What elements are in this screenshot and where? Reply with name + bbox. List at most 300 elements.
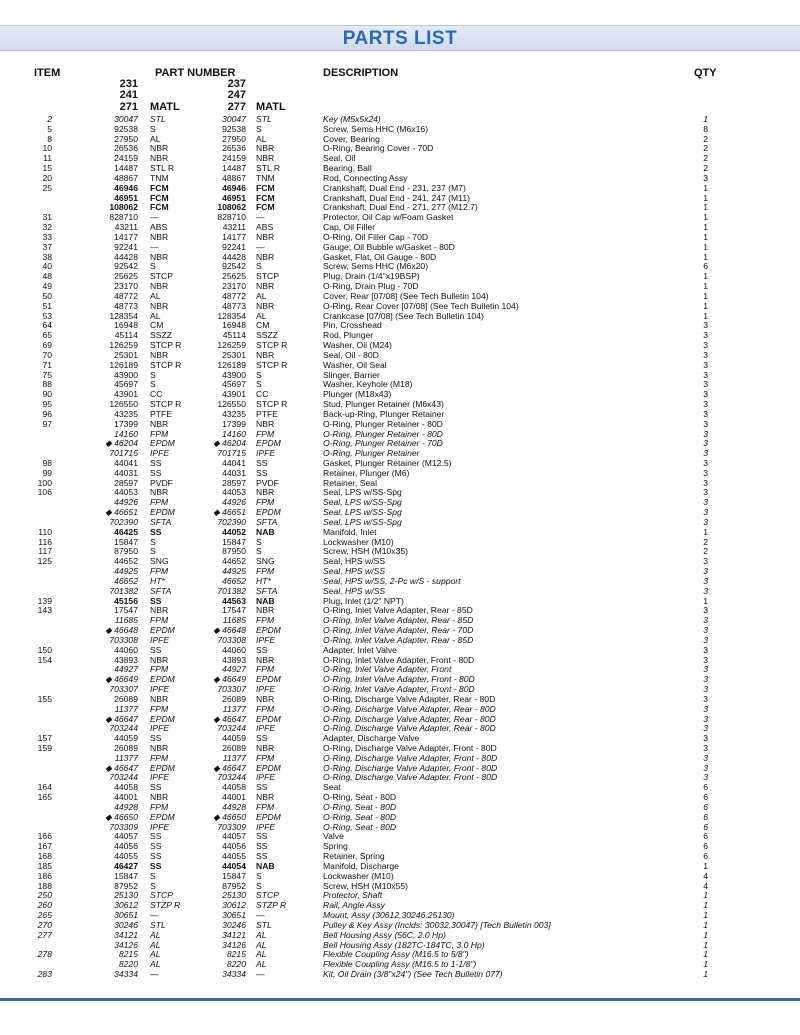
part-number: 44054 bbox=[222, 860, 246, 871]
item-number: 265 bbox=[37, 910, 52, 921]
part-number: 48867 bbox=[222, 172, 246, 183]
part-number: 11685 bbox=[114, 615, 138, 626]
quantity: 2 bbox=[703, 153, 708, 164]
part-number: 128354 bbox=[109, 310, 138, 321]
description: O-Ring, Discharge Valve Adapter, Front - 80D bbox=[323, 743, 497, 753]
item-number: 75 bbox=[42, 369, 52, 380]
description: Back-up-Ring, Plunger Retainer bbox=[323, 408, 445, 419]
part-number: 45114 bbox=[114, 330, 138, 341]
quantity: 3 bbox=[703, 428, 708, 439]
part-number: 26536 bbox=[222, 143, 246, 154]
quantity: 3 bbox=[703, 438, 708, 449]
description: Rod, Plunger bbox=[323, 330, 374, 341]
part-number: 30651 bbox=[222, 910, 246, 921]
material: STL bbox=[150, 919, 166, 930]
material: STCP bbox=[150, 890, 173, 901]
description: Rail, Angle Assy bbox=[323, 900, 385, 911]
material: STL bbox=[150, 114, 166, 124]
material: — bbox=[150, 241, 159, 252]
part-number: 126550 bbox=[109, 399, 138, 410]
quantity: 1 bbox=[703, 182, 708, 193]
material: HT* bbox=[150, 575, 165, 586]
description: Plug, Inlet (1/2" NPT) bbox=[323, 595, 404, 606]
material: STCP R bbox=[150, 399, 182, 410]
description: O-Ring, Seat - 80D bbox=[323, 792, 397, 803]
quantity: 3 bbox=[703, 369, 708, 380]
item-number: 15 bbox=[42, 163, 52, 174]
part-number: 108062 bbox=[217, 202, 246, 213]
part-number: 45156 bbox=[114, 595, 138, 606]
material: PVDF bbox=[256, 477, 279, 488]
description: O-Ring, Discharge Valve Adapter, Front - 80D bbox=[323, 762, 498, 773]
description: Bearing, Ball bbox=[323, 163, 372, 174]
material: — bbox=[256, 212, 265, 223]
description: Plunger (M18x43) bbox=[323, 389, 392, 400]
material: STZP R bbox=[150, 900, 181, 911]
quantity: 6 bbox=[703, 811, 708, 822]
material: SS bbox=[256, 782, 268, 793]
description: Flexible Coupling Assy (M16.5 to 1-1/8") bbox=[323, 959, 477, 970]
part-number: 43901 bbox=[114, 389, 138, 400]
quantity: 3 bbox=[703, 752, 708, 763]
part-number: 44041 bbox=[222, 457, 246, 468]
description: O-Ring, Inlet Valve Adapter, Rear - 85D bbox=[323, 634, 474, 645]
item-number: 100 bbox=[37, 477, 52, 488]
header-description: DESCRIPTION bbox=[323, 67, 399, 79]
material: ABS bbox=[256, 222, 274, 233]
material: AL bbox=[150, 133, 161, 144]
part-number: 92241 bbox=[114, 241, 138, 252]
item-number: 90 bbox=[42, 389, 52, 400]
description: Lockwasher (M10) bbox=[323, 870, 394, 881]
page-title: PARTS LIST bbox=[342, 28, 458, 49]
quantity: 1 bbox=[703, 300, 708, 311]
material: — bbox=[256, 241, 265, 252]
part-number: 24159 bbox=[114, 153, 138, 164]
quantity: 3 bbox=[703, 320, 708, 331]
description: Bell Housing Assy (56C, 2.0 Hp) bbox=[323, 929, 446, 940]
material: IPFE bbox=[256, 821, 276, 832]
quantity: 3 bbox=[703, 516, 708, 527]
quantity: 1 bbox=[703, 919, 708, 930]
description: Seal, Oil bbox=[323, 153, 356, 164]
material: SFTA bbox=[150, 516, 172, 527]
description: Flexible Coupling Assy (M16.5 to 5/8") bbox=[323, 949, 469, 960]
part-number: 25625 bbox=[114, 271, 138, 282]
item-number: 71 bbox=[42, 359, 52, 370]
quantity: 1 bbox=[703, 212, 708, 223]
part-number: 701382 bbox=[109, 585, 138, 596]
header-matl: MATL bbox=[150, 101, 180, 113]
part-number: 44001 bbox=[222, 792, 246, 803]
part-number: 23170 bbox=[222, 281, 246, 292]
part-number: 44927 bbox=[222, 664, 246, 675]
part-number: 703308 bbox=[217, 634, 246, 645]
part-number: 108062 bbox=[109, 202, 138, 213]
quantity: 3 bbox=[703, 172, 708, 183]
material: AL bbox=[150, 310, 161, 321]
description: Crankshaft, Dual End - 241, 247 (M11) bbox=[323, 192, 470, 203]
item-number: 40 bbox=[42, 261, 52, 272]
item-number: 278 bbox=[37, 949, 52, 960]
part-number: 44060 bbox=[222, 644, 246, 655]
material: NBR bbox=[256, 792, 275, 803]
part-number: 703244 bbox=[109, 723, 138, 734]
material: FPM bbox=[256, 703, 275, 714]
description: Spring bbox=[323, 841, 348, 852]
part-number: 8215 bbox=[226, 949, 246, 960]
material: IPFE bbox=[150, 634, 170, 645]
part-number: 46425 bbox=[114, 526, 138, 537]
part-number: 25130 bbox=[222, 890, 246, 901]
description: Seal, LPS w/SS-Spg bbox=[323, 516, 402, 527]
part-number: 14487 bbox=[222, 163, 246, 174]
quantity: 2 bbox=[703, 536, 708, 547]
quantity: 3 bbox=[703, 340, 708, 351]
material: S bbox=[256, 870, 262, 881]
bottom-rule bbox=[0, 998, 800, 1001]
item-number: 5 bbox=[47, 123, 52, 134]
material: FPM bbox=[256, 497, 275, 508]
material: NBR bbox=[150, 143, 169, 154]
material: S bbox=[256, 261, 262, 272]
item-number: 283 bbox=[37, 969, 52, 980]
part-number: 34121 bbox=[114, 929, 138, 940]
material: EPDM bbox=[150, 674, 175, 685]
quantity: 3 bbox=[703, 399, 708, 410]
material: — bbox=[256, 910, 265, 921]
item-number: 37 bbox=[42, 241, 52, 252]
part-number: 92542 bbox=[114, 261, 138, 272]
description: O-Ring, Discharge Valve Adapter, Front - 80D bbox=[323, 772, 498, 783]
quantity: 6 bbox=[703, 831, 708, 842]
quantity: 6 bbox=[703, 821, 708, 832]
quantity: 1 bbox=[703, 949, 708, 960]
part-number: 34126 bbox=[114, 939, 138, 950]
material: STL bbox=[256, 919, 272, 930]
description: O-Ring, Inlet Valve Adapter, Rear - 85D bbox=[323, 605, 473, 616]
quantity: 3 bbox=[703, 418, 708, 429]
material: IPFE bbox=[150, 772, 170, 783]
part-number: 44926 bbox=[114, 497, 138, 508]
material: NAB bbox=[256, 860, 275, 871]
part-number: 87952 bbox=[222, 880, 246, 891]
material: SS bbox=[256, 841, 268, 852]
part-number: 44925 bbox=[114, 566, 138, 577]
part-number: 17547 bbox=[114, 605, 138, 616]
quantity: 1 bbox=[703, 271, 708, 282]
description: Seal, LPS w/SS-Spg bbox=[323, 487, 402, 498]
item-number: 48 bbox=[42, 271, 52, 282]
part-number: 30612 bbox=[222, 900, 246, 911]
description: O-Ring, Inlet Valve Adapter, Front - 80D bbox=[323, 684, 475, 695]
part-number: 8220 bbox=[226, 959, 246, 970]
part-number: 828710 bbox=[109, 212, 138, 223]
material: SS bbox=[150, 595, 162, 606]
quantity: 3 bbox=[703, 359, 708, 370]
part-number: 43211 bbox=[222, 222, 246, 233]
quantity: 3 bbox=[703, 664, 708, 675]
quantity: 3 bbox=[703, 457, 708, 468]
part-number: 26089 bbox=[222, 693, 246, 704]
item-number: 11 bbox=[43, 153, 52, 164]
quantity: 1 bbox=[703, 202, 708, 213]
material: HT* bbox=[256, 575, 271, 586]
material: FCM bbox=[150, 192, 169, 203]
part-number: 28597 bbox=[222, 477, 246, 488]
material: S bbox=[150, 379, 156, 390]
model-number: 237 bbox=[227, 78, 246, 90]
material: NBR bbox=[150, 487, 169, 498]
material: FPM bbox=[150, 615, 169, 626]
material: NBR bbox=[256, 487, 275, 498]
description: O-Ring, Seat - 80D bbox=[323, 801, 397, 812]
material: EPDM bbox=[150, 811, 175, 822]
part-number: 11685 bbox=[222, 615, 246, 626]
description: Retainer, Spring bbox=[323, 851, 385, 862]
part-number: 44055 bbox=[114, 851, 138, 862]
quantity: 3 bbox=[703, 644, 708, 655]
material: STCP bbox=[256, 271, 279, 282]
material: SNG bbox=[256, 556, 275, 567]
material: CM bbox=[256, 320, 270, 331]
material: FPM bbox=[150, 801, 169, 812]
material: AL bbox=[256, 929, 267, 940]
material: SS bbox=[150, 831, 162, 842]
material: NBR bbox=[256, 153, 275, 164]
material: TNM bbox=[150, 172, 169, 183]
material: EPDM bbox=[256, 811, 281, 822]
material: NBR bbox=[256, 743, 275, 753]
material: — bbox=[256, 969, 265, 980]
description: O-Ring, Seat - 80D bbox=[323, 821, 397, 832]
description: O-Ring, Rear Cover [07/08] (See Tech Bulletin 104) bbox=[323, 300, 519, 311]
part-number: 34126 bbox=[222, 939, 246, 950]
quantity: 3 bbox=[703, 487, 708, 498]
material: S bbox=[150, 261, 156, 272]
material: S bbox=[150, 536, 156, 547]
material: AL bbox=[150, 949, 161, 960]
description: O-Ring, Discharge Valve Adapter, Rear - 80D bbox=[323, 693, 496, 704]
part-number: 126259 bbox=[217, 340, 246, 351]
material: NBR bbox=[150, 153, 169, 164]
description: Screw, Sems HHC (M6x20) bbox=[323, 261, 429, 272]
part-number: ◆ 46651 bbox=[213, 507, 246, 518]
description: Gauge, Oil Bubble w/Gasket - 80D bbox=[323, 241, 455, 252]
material: STL bbox=[256, 114, 272, 124]
material: AL bbox=[256, 310, 267, 321]
material: STCP R bbox=[256, 359, 288, 370]
quantity: 1 bbox=[703, 281, 708, 292]
part-number: 703244 bbox=[109, 772, 138, 783]
material: S bbox=[150, 369, 156, 380]
part-number: 26089 bbox=[114, 743, 138, 753]
material: PTFE bbox=[256, 408, 278, 419]
material: IPFE bbox=[256, 772, 276, 783]
part-number: 828710 bbox=[217, 212, 246, 223]
quantity: 1 bbox=[703, 939, 708, 950]
description: Screw, HSH (M10x55) bbox=[323, 880, 409, 891]
description: O-Ring, Bearing Cover - 70D bbox=[323, 143, 434, 154]
part-number: 45697 bbox=[222, 379, 246, 390]
part-number: 28597 bbox=[114, 477, 138, 488]
material: EPDM bbox=[150, 713, 175, 724]
part-number: 44928 bbox=[222, 801, 246, 812]
part-number: 30651 bbox=[114, 910, 138, 921]
description: Washer, Oil Seal bbox=[323, 359, 387, 370]
material: NBR bbox=[150, 251, 169, 262]
description: Screw, HSH (M10x35) bbox=[323, 546, 409, 557]
item-number: 277 bbox=[37, 929, 52, 940]
item-number: 188 bbox=[37, 880, 52, 891]
material: SFTA bbox=[150, 585, 172, 596]
material: NBR bbox=[150, 418, 169, 429]
item-number: 139 bbox=[37, 595, 52, 606]
description: Cover, Rear [07/08] (See Tech Bulletin 104) bbox=[323, 290, 489, 301]
description: Seal, HPS w/SS bbox=[323, 556, 386, 567]
material: NBR bbox=[256, 349, 275, 360]
part-number: 43235 bbox=[222, 408, 246, 419]
part-number: 26536 bbox=[114, 143, 138, 154]
part-number: 17399 bbox=[222, 418, 246, 429]
description: Pin, Crosshead bbox=[323, 320, 382, 331]
part-number: 8220 bbox=[118, 959, 138, 970]
part-number: 34334 bbox=[222, 969, 246, 980]
description: Stud, Plunger Retainer (M6x43) bbox=[323, 399, 444, 410]
item-number: 116 bbox=[38, 536, 52, 547]
material: SSZZ bbox=[150, 330, 172, 341]
item-number: 185 bbox=[37, 860, 52, 871]
part-number: 30612 bbox=[114, 900, 138, 911]
model-number: 241 bbox=[119, 89, 138, 101]
part-number: 44428 bbox=[114, 251, 138, 262]
quantity: 1 bbox=[703, 222, 708, 233]
material: SFTA bbox=[256, 585, 278, 596]
material: AL bbox=[256, 949, 267, 960]
material: SS bbox=[256, 831, 268, 842]
material: PVDF bbox=[150, 477, 173, 488]
quantity: 2 bbox=[703, 546, 708, 557]
part-number: 25301 bbox=[222, 349, 246, 360]
material: SSZZ bbox=[256, 330, 278, 341]
description: Pulley & Key Assy (Inclds: 30032,30047) [Tech Bulletin 003] bbox=[323, 919, 551, 930]
material: IPFE bbox=[256, 684, 276, 695]
material: NBR bbox=[150, 231, 169, 242]
title-banner bbox=[0, 25, 800, 51]
description: Adapter, Discharge Valve bbox=[323, 733, 420, 744]
quantity: 1 bbox=[703, 969, 708, 980]
part-number: 44060 bbox=[114, 644, 138, 655]
item-number: 166 bbox=[37, 831, 52, 842]
quantity: 3 bbox=[703, 379, 708, 390]
part-number: 25625 bbox=[222, 271, 246, 282]
material: SS bbox=[150, 733, 162, 744]
material: IPFE bbox=[150, 448, 170, 459]
description: O-Ring, Inlet Valve Adapter, Rear - 70D bbox=[323, 625, 474, 636]
item-number: 88 bbox=[42, 379, 52, 390]
header-part-number: PART NUMBER bbox=[155, 67, 236, 79]
description: Crankcase [07/08] (See Tech Bulletin 104) bbox=[323, 310, 484, 321]
description: Cover, Bearing bbox=[323, 133, 380, 144]
part-number: ◆ 46650 bbox=[213, 811, 246, 822]
item-number: 98 bbox=[42, 457, 52, 468]
material: FPM bbox=[150, 752, 169, 763]
material: SS bbox=[150, 644, 162, 655]
description: Seal, HPS w/SS bbox=[323, 566, 386, 577]
item-number: 106 bbox=[37, 487, 52, 498]
item-number: 8 bbox=[47, 133, 52, 144]
material: SS bbox=[150, 782, 162, 793]
item-number: 96 bbox=[42, 408, 52, 419]
description: O-Ring, Seat - 80D bbox=[323, 811, 397, 822]
material: AL bbox=[256, 290, 267, 301]
material: FPM bbox=[150, 497, 169, 508]
description: Bell Housing Assy (182TC-184TC, 3.0 Hp) bbox=[323, 939, 485, 950]
material: SS bbox=[150, 457, 162, 468]
item-number: 165 bbox=[37, 792, 52, 803]
material: STCP R bbox=[256, 399, 288, 410]
material: IPFE bbox=[150, 821, 170, 832]
material: S bbox=[150, 870, 156, 881]
part-number: ◆ 46647 bbox=[105, 713, 138, 724]
part-number: 24159 bbox=[222, 153, 246, 164]
material: STCP bbox=[150, 271, 173, 282]
material: FPM bbox=[256, 801, 275, 812]
part-number: 702390 bbox=[217, 516, 246, 527]
part-number: 48772 bbox=[222, 290, 246, 301]
part-number: 30246 bbox=[114, 919, 138, 930]
item-number: 2 bbox=[47, 114, 52, 124]
item-number: 70 bbox=[42, 349, 52, 360]
material: NBR bbox=[150, 743, 169, 753]
material: S bbox=[256, 379, 262, 390]
part-number: 44041 bbox=[114, 457, 138, 468]
part-number: 87950 bbox=[222, 546, 246, 557]
item-number: 250 bbox=[37, 890, 52, 901]
item-number: 95 bbox=[42, 399, 52, 410]
item-number: 32 bbox=[42, 222, 52, 233]
part-number: 45697 bbox=[114, 379, 138, 390]
description: Seal, Oil - 80D bbox=[323, 349, 379, 360]
part-number: 44926 bbox=[222, 497, 246, 508]
part-number: 30047 bbox=[114, 114, 138, 124]
material: NBR bbox=[256, 693, 275, 704]
material: NAB bbox=[256, 526, 275, 537]
description: Seal, HPS w/SS bbox=[323, 585, 386, 596]
part-number: 44052 bbox=[222, 526, 246, 537]
item-number: 270 bbox=[37, 919, 52, 930]
table-row bbox=[0, 970, 800, 980]
item-number: 154 bbox=[37, 654, 52, 665]
description: O-Ring, Discharge Valve Adapter, Rear - 80D bbox=[323, 703, 496, 714]
material: STCP R bbox=[150, 359, 182, 370]
quantity: 1 bbox=[703, 231, 708, 242]
part-number: 44055 bbox=[222, 851, 246, 862]
part-number: 44928 bbox=[114, 801, 138, 812]
material: STCP R bbox=[256, 340, 288, 351]
material: S bbox=[150, 546, 156, 557]
item-number: 53 bbox=[42, 310, 52, 321]
item-number: 159 bbox=[37, 743, 52, 753]
description: O-Ring, Discharge Valve Adapter, Rear - 80D bbox=[323, 723, 496, 734]
part-number: ◆ 46650 bbox=[105, 811, 138, 822]
quantity: 1 bbox=[703, 910, 708, 921]
item-number: 143 bbox=[37, 605, 52, 616]
material: NBR bbox=[256, 654, 275, 665]
material: SS bbox=[256, 851, 268, 862]
material: PTFE bbox=[150, 408, 172, 419]
part-number: 44057 bbox=[114, 831, 138, 842]
